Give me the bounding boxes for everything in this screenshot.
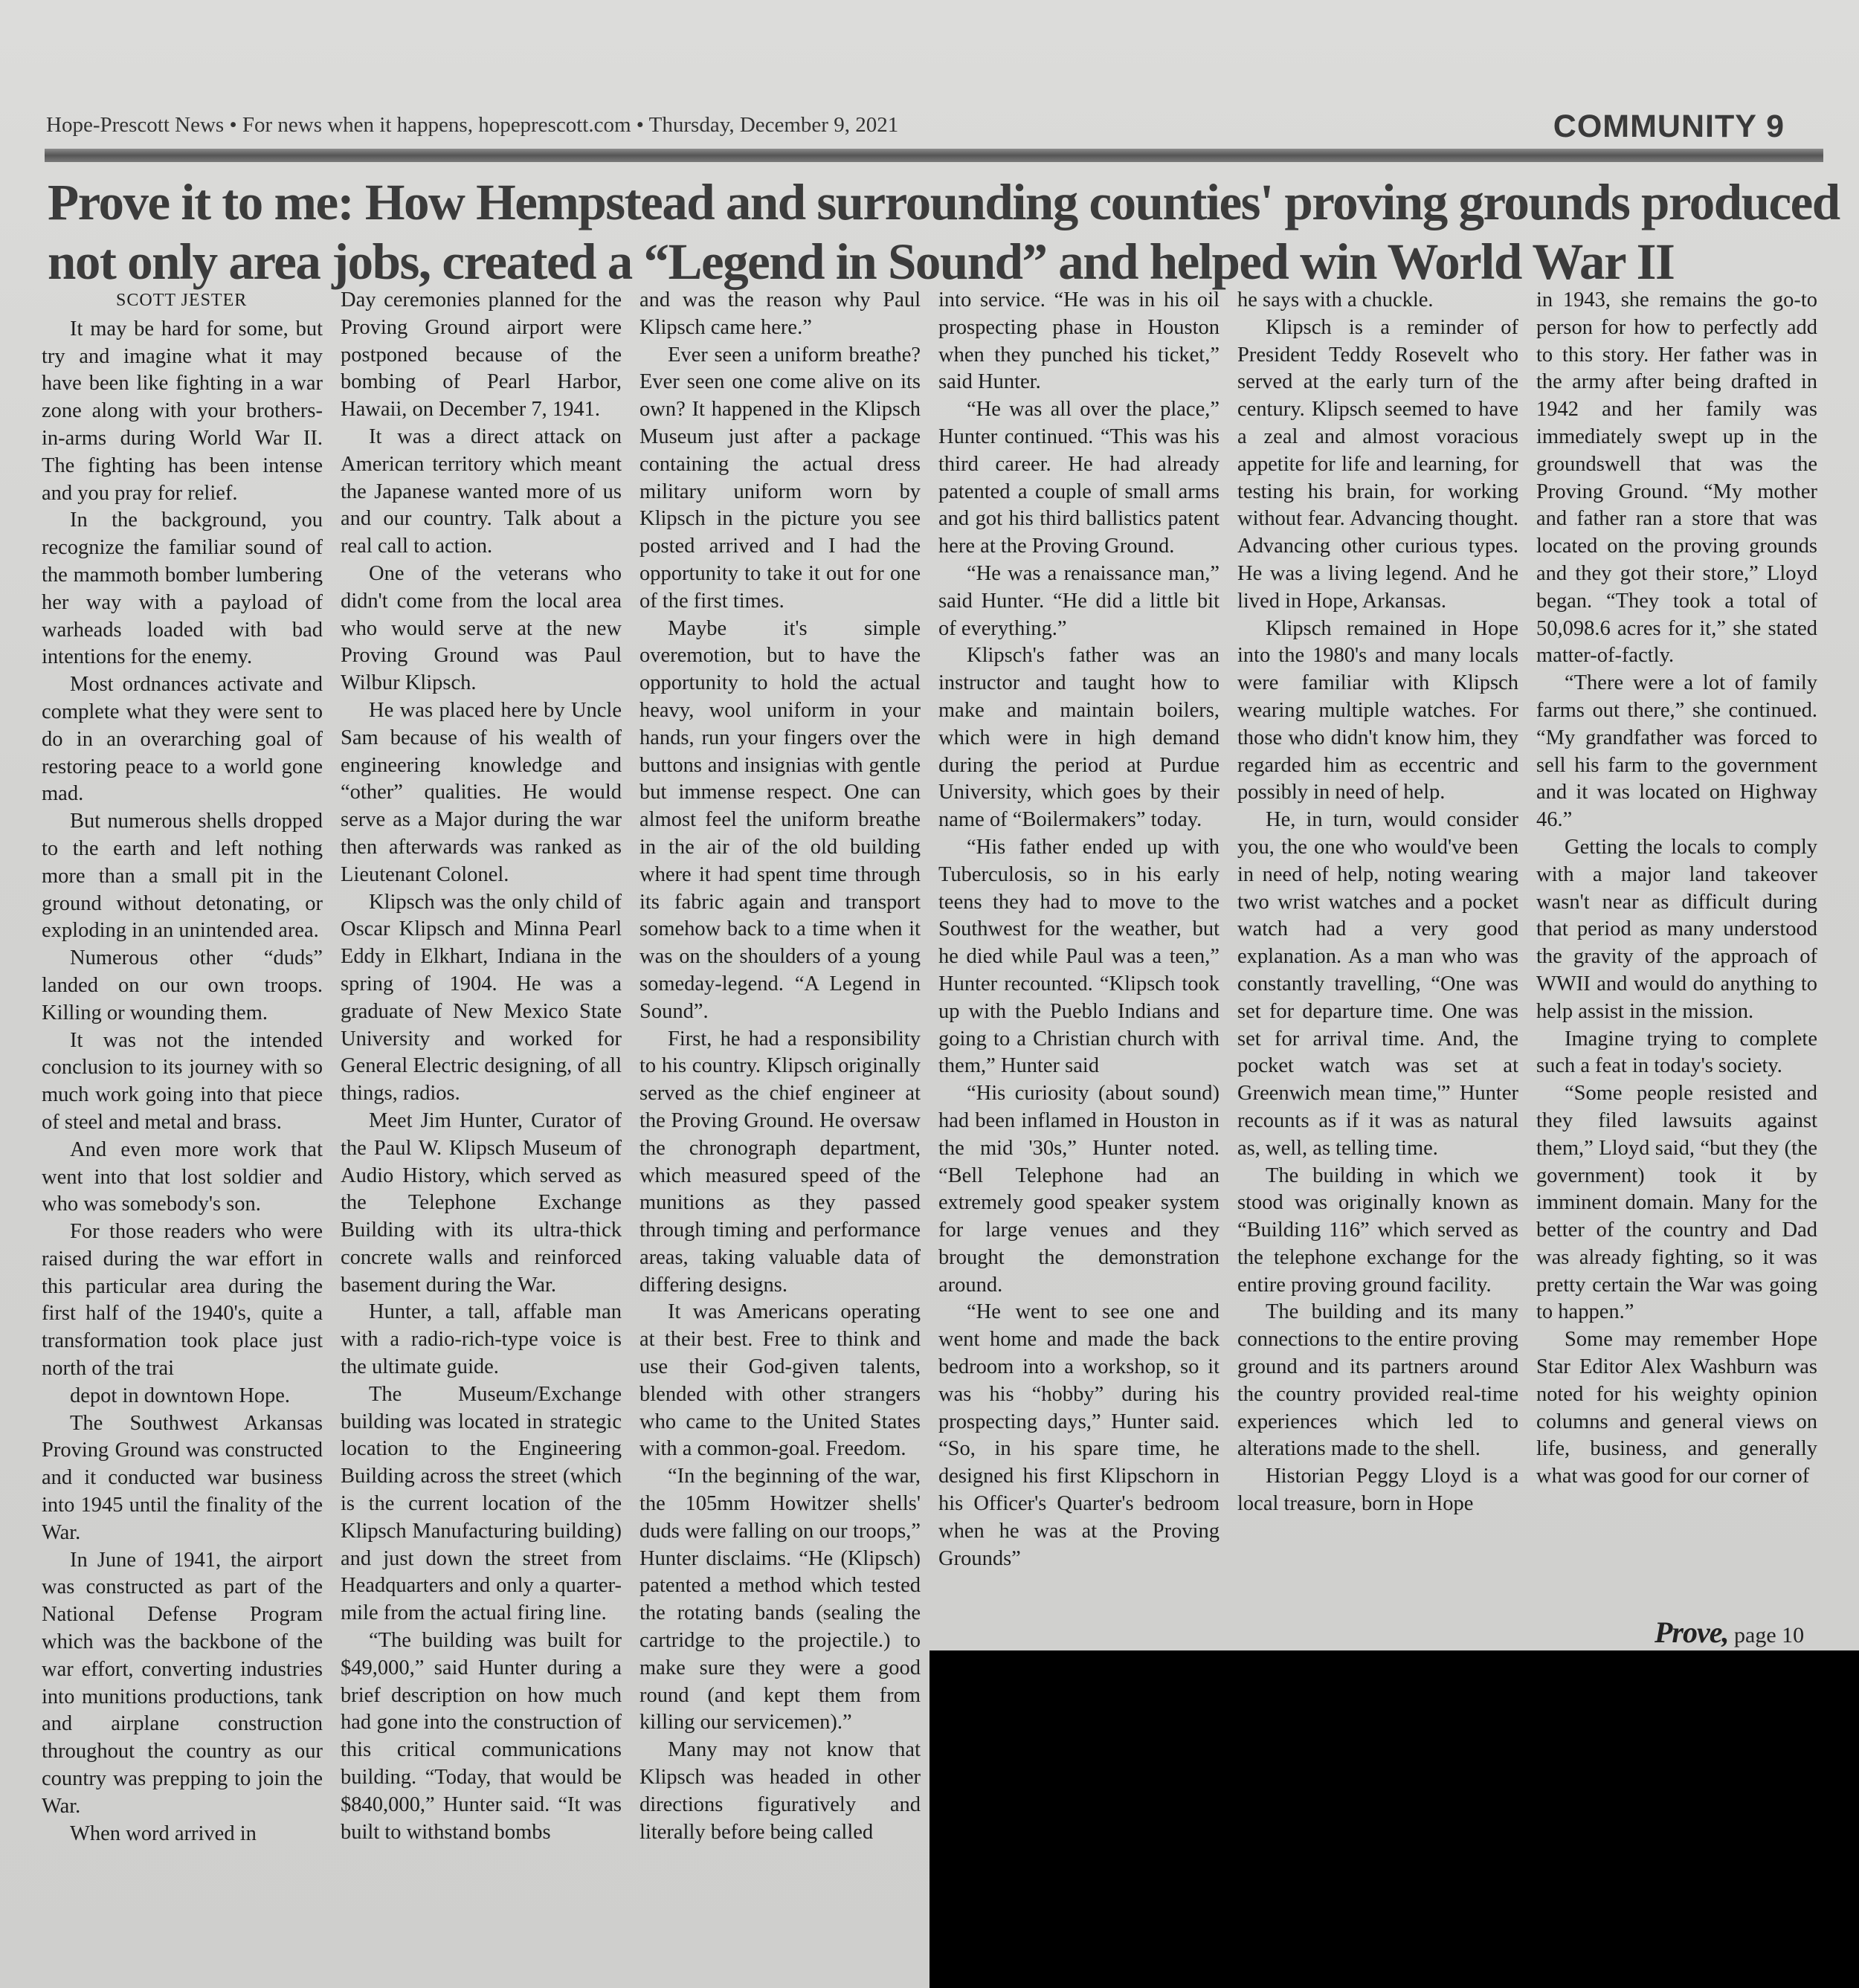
article-paragraph: It was not the intended conclusion to its journey with so much work going into that piece of steel and metal and brass. — [42, 1028, 323, 1134]
article-paragraph: in 1943, she remains the go-to person for how to perfectly add to this story. Her father was in the army after being drafted in 1942 and her family was immediately swept up in the groundswell that was the Proving Ground. “My mother and father ran a store that was located on the proving grounds and they got their store,” Lloyd began. “They took a total of 50,098.6 acres for it,” she stated matter-of-factly. — [1536, 288, 1817, 668]
section-page-label: COMMUNITY 9 — [1553, 109, 1785, 144]
article-paragraph: It may be hard for some, but try and imagine what it may have been like fighting in a war zone along with your brothers-in-arms during World War II. The fighting has been intense and you pray for relief. — [42, 317, 323, 505]
article-headline — [48, 172, 1840, 291]
article-paragraph: and was the reason why Paul Klipsch came here.” — [639, 288, 921, 339]
article-paragraph: depot in downtown Hope. — [70, 1384, 291, 1407]
article-paragraph: Hunter, a tall, affable man with a radio-rich-type voice is the ultimate guide. — [341, 1300, 622, 1379]
article-paragraph: Most ordnances activate and complete what they were sent to do in an overarching goal of restoring peace to a world gone mad. — [42, 673, 323, 806]
article-paragraph: “There were a lot of family farms out there,” she continued. “My grandfather was forced to sell his farm to the government and it was located on Highway 46.” — [1536, 671, 1817, 832]
article-paragraph: he says with a chuckle. — [1237, 288, 1434, 312]
article-paragraph: “His curiosity (about sound) had been inflamed in Houston in the mid '30s,” Hunter noted. “Bell Telephone had an extremely good speaker system for large venues and they brought the demonstration around. — [938, 1082, 1220, 1297]
article-paragraph: First, he had a responsibility to his country. Klipsch originally served as the chief engineer at the Proving Ground. He oversaw the chronograph department, which measured speed of the munitions as they passed through timing and performance areas, taking valuable data of differing designs. — [639, 1027, 921, 1297]
article-paragraph: In June of 1941, the airport was constructed as part of the National Defense Program which was the backbone of the war effort, converting industries into munitions productions, tank and airplane construction throughout the country as our country was prepping to join the War. — [42, 1548, 323, 1818]
article-paragraph: It was Americans operating at their best. Free to think and use their God-given talents, blended with other strangers who came to the United States with a common-goal. Freedom. — [639, 1300, 921, 1461]
masthead-rule — [45, 149, 1823, 162]
article-paragraph: When word arrived in — [70, 1821, 257, 1845]
article-paragraph: The Museum/Exchange building was located in strategic location to the Engineering Building across the street (which is the current location of the Klipsch Manufacturing building) and just down the street from Headquarters and only a quarter-mile from the actual firing line. — [341, 1382, 622, 1625]
masthead-bar — [46, 109, 1823, 144]
article-column-2 — [341, 287, 622, 1988]
article-paragraph: The Southwest Arkansas Proving Ground was constructed and it conducted war business into 1945 until the finality of the War. — [42, 1411, 323, 1544]
article-paragraph: Klipsch's father was an instructor and taught how to make and maintain boilers, which were in high demand during the period at Purdue University, which goes by their name of “Boilermakers” today. — [938, 644, 1220, 832]
article-paragraph: The building in which we stood was originally known as “Building 116” which served as the telephone exchange for the entire proving ground facility. — [1237, 1164, 1518, 1297]
redacted-black-region — [930, 1650, 1859, 1988]
article-paragraph: “In the beginning of the war, the 105mm Howitzer shells' duds were falling on our troops,” Hunter disclaims. “He (Klipsch) patented a method which tested the rotating bands (sealing the cartridge to the projectile.) to make sure they were a good round (and kept them from killing our servicemen).” — [639, 1465, 921, 1734]
article-paragraph: Ever seen a uniform breathe? Ever seen one come alive on its own? It happened in the Klipsch Museum just after a package containing the actual dress military uniform worn by Klipsch in the picture you see posted arrived and I had the opportunity to take it out for one of the first times. — [639, 343, 921, 613]
continued-on-jump — [1655, 1615, 1804, 1650]
article-paragraph: Maybe it's simple overemotion, but to have the opportunity to hold the actual heavy, wool uniform in your hands, run your fingers over the buttons and insignias with gentle but immense respect. One can almost feel the uniform breathe in the air of the old building where it had spent time through its fabric again and transport somehow back to a time when it was on the shoulders of a young someday-legend. “A Legend in Sound”. — [639, 616, 921, 1023]
article-paragraph: Some may remember Hope Star Editor Alex Washburn was noted for his weighty opinion columns and general views on life, business, and generally what was good for our corner of — [1536, 1328, 1817, 1488]
article-paragraph: And even more work that went into that lost soldier and who was somebody's son. — [42, 1137, 323, 1216]
headline-line-1: Prove it to me: How Hempstead and surrounding counties' proving grounds produced — [48, 174, 1840, 230]
article-paragraph: He, in turn, would consider you, the one who would've been in need of help, noting wearing two wrist watches and a pocket watch had a very good explanation. As a man who was constantly travelling, “One was set for departure time. One was set for arrival time. And, the pocket watch was set at Greenwich mean time,'” Hunter recounts as if it was as natural as, well, as telling time. — [1237, 808, 1518, 1160]
article-paragraph: “His father ended up with Tuberculosis, so in his early teens they had to move to the Southwest for the weather, but he died while Paul was a teen,” Hunter recounted. “Klipsch took up with the Pueblo Indians and going to a Christian church with them,” Hunter said — [938, 835, 1220, 1078]
article-paragraph: into service. “He was in his oil prospecting phase in Houston when they punched his ticket,” said Hunter. — [938, 288, 1220, 394]
jump-page: page 10 — [1734, 1623, 1805, 1647]
byline: SCOTT JESTER — [116, 291, 248, 310]
masthead-info: Hope-Prescott News • For news when it happens, hopeprescott.com • Thursday, December 9, 2021 — [46, 113, 899, 137]
article-paragraph: One of the veterans who didn't come from the local area who would serve at the new Proving Ground was Paul Wilbur Klipsch. — [341, 561, 622, 695]
article-paragraph: Historian Peggy Lloyd is a local treasure, born in Hope — [1237, 1465, 1518, 1516]
article-paragraph: Klipsch was the only child of Oscar Klipsch and Minna Pearl Eddy in Elkhart, Indiana in the spring of 1904. He was a graduate of New Mexico State University and worked for General Electric designing, of all things, radios. — [341, 890, 622, 1106]
article-paragraph: In the background, you recognize the familiar sound of the mammoth bomber lumbering her way with a payload of warheads loaded with bad intentions for the enemy. — [42, 509, 323, 669]
article-column-3 — [639, 287, 921, 1988]
article-column-1 — [42, 287, 323, 1988]
article-paragraph: For those readers who were raised during the war effort in this particular area during the first half of the 1940's, quite a transformation took place just north of the trai — [42, 1220, 323, 1381]
article-paragraph: “He went to see one and went home and made the back bedroom into a workshop, so it was his “hobby” during his prospecting days,” Hunter said. “So, in his spare time, he designed his first Klipschorn in his Officer's Quarter's bedroom when he was at the Proving Grounds” — [938, 1300, 1220, 1570]
article-paragraph: Day ceremonies planned for the Proving Ground airport were postponed because of the bombing of Pearl Harbor, Hawaii, on December 7, 1941. — [341, 288, 622, 422]
headline-line-2: not only area jobs, created a “Legend in Sound” and helped win World War II — [48, 233, 1675, 290]
article-paragraph: Klipsch is a reminder of President Teddy Rosevelt who served at the early turn of the century. Klipsch seemed to have a zeal and almost voracious appetite for life and learning, for testing his brain, for working without fear. Advancing thought. Advancing other curious types. He was a living legend. And he lived in Hope, Arkansas. — [1237, 315, 1518, 613]
article-paragraph: But numerous shells dropped to the earth and left nothing more than a small pit in the ground without detonating, or exploding in an unintended area. — [42, 810, 323, 943]
article-paragraph: The building and its many connections to the entire proving ground and its partners around the country provided real-time experiences which led to alterations made to the shell. — [1237, 1300, 1518, 1461]
article-paragraph: “Some people resisted and they filed lawsuits against them,” Lloyd said, “but they (the government) took it by imminent domain. Many for the better of the country and Dad was already fighting, so it was pretty certain the War was going to happen.” — [1536, 1082, 1817, 1324]
article-paragraph: Numerous other “duds” landed on our own troops. Killing or wounding them. — [42, 946, 323, 1024]
article-paragraph: “The building was built for $49,000,” said Hunter during a brief description on how much had gone into the construction of this critical communications building. “Today, that would be $840,000,” Hunter said. “It was built to withstand bombs — [341, 1629, 622, 1844]
article-paragraph: It was a direct attack on American territory which meant the Japanese wanted more of us and our country. Talk about a real call to action. — [341, 425, 622, 558]
jump-word: Prove, — [1655, 1616, 1729, 1649]
article-paragraph: Getting the locals to comply with a major land takeover wasn't near as difficult during that period as many understood the gravity of the approach of WWII and would do anything to help assist in the mission. — [1536, 835, 1817, 1023]
article-paragraph: Many may not know that Klipsch was headed in other directions figuratively and literally before being called — [639, 1738, 921, 1844]
article-paragraph: He was placed here by Uncle Sam because of his wealth of engineering knowledge and “other” qualities. He would serve as a Major during the war then afterwards was ranked as Lieutenant Colonel. — [341, 698, 622, 886]
article-paragraph: Imagine trying to complete such a feat in today's society. — [1536, 1027, 1817, 1078]
article-paragraph: “He was a renaissance man,” said Hunter. “He did a little bit of everything.” — [938, 561, 1220, 640]
article-paragraph: Meet Jim Hunter, Curator of the Paul W. Klipsch Museum of Audio History, which served as the Telephone Exchange Building with its ultra-thick concrete walls and reinforced basement during the War. — [341, 1108, 622, 1297]
article-paragraph: Klipsch remained in Hope into the 1980's and many locals were familiar with Klipsch wearing multiple watches. For those who didn't know him, they regarded him as eccentric and possibly in need of help. — [1237, 616, 1518, 804]
article-paragraph: “He was all over the place,” Hunter continued. “This was his third career. He had already patented a couple of small arms and got his third ballistics patent here at the Proving Ground. — [938, 398, 1220, 558]
